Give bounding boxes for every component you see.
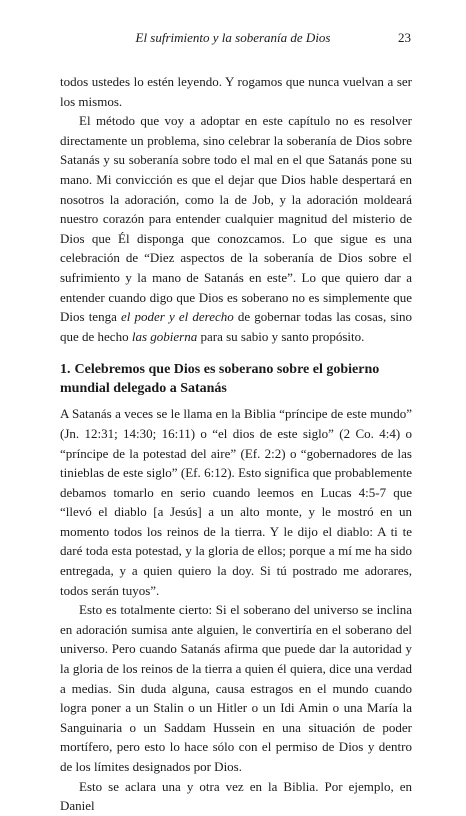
running-header <box>0 30 466 50</box>
paragraph-4: Esto es totalmente cierto: Si el soberano del universo se inclina en adoración sumisa ante alguien, le convertiría en el soberano del universo. Pero cuando Satanás afirma que puede dar la autoridad y la gloria de los reinos de la tierra a quien él quiera, dice una verdad a medias. Sin duda alguna, causa estragos en el mundo cuando logra poner a un Stalin o un Hitler o un Idi Amin o una María la Sanguinaria o un Saddam Hussein en una situación de poder mortífero, pero esto lo hace sólo con el permiso de Dios y dentro de los límites designados por Dios. <box>60 602 412 774</box>
paragraph-2 <box>60 111 412 346</box>
paragraph-2-emphasis-2: las gobierna <box>131 328 198 344</box>
body-text <box>60 72 412 816</box>
paragraph-2-part-c: para su sabio y santo propósito. <box>197 328 365 344</box>
paragraph-2-emphasis-1: el poder y el derecho <box>120 309 234 325</box>
section-heading <box>60 360 412 398</box>
section-title: Celebremos que Dios es soberano sobre el gobierno mundial delegado a Satanás <box>60 362 380 397</box>
paragraph-5: Esto se aclara una y otra vez en la Biblia. Por ejemplo, en Daniel <box>60 778 412 814</box>
running-title: El sufrimiento y la soberanía de Dios <box>135 30 331 45</box>
paragraph-1: todos ustedes lo estén leyendo. Y rogamos que nunca vuelvan a ser los mismos. <box>60 74 412 109</box>
paragraph-2-part-a: El método que voy a adoptar en este capítulo no es resolver directamente un problema, sino celebrar la soberanía de Dios sobre Satanás y su soberanía sobre todo el mal en el que Satanás pone su mano. Mi convicción es que el dejar que Dios hable despertará en nosotros la adoración, como la de Job, y la adoración moldeará nuestro corazón para entender cualquier magnitud del misterio de Dios que Él disponga que conozcamos. Lo que sigue es una celebración de “Diez aspectos de la soberanía de Dios sobre el sufrimiento y la mano de Satanás en este”. Lo que quiero dar a entender cuando digo que Dios es soberano no es simplemente que Dios tenga <box>60 113 412 325</box>
paragraph-2-part-b: de gobernar todas las cosas, sino que de hecho <box>60 309 412 344</box>
paragraph-3: A Satanás a veces se le llama en la Biblia “príncipe de este mundo” (Jn. 12:31; 14:30; 16:11) o “el dios de este siglo” (2 Co. 4:4) o “príncipe de la potestad del aire” (Ef. 2:2) o “gobernadores de las tinieblas de este siglo” (Ef. 6:12). Esto significa que probablemente debamos tomarlo en serio cuando leemos en Lucas 4:5-7 que “llevó el diablo [a Jesús] a un alto monte, y le mostró en un momento todos los reinos de la tierra. Y le dijo el diablo: A ti te daré toda esta potestad, y la gloria de ellos; porque a mí me ha sido entregada, y a quien quiero la doy. Si tú postrado me adorares, todos serán tuyos”. <box>60 406 412 598</box>
page-number: 23 <box>398 30 411 45</box>
section-number: 1. <box>60 362 71 378</box>
